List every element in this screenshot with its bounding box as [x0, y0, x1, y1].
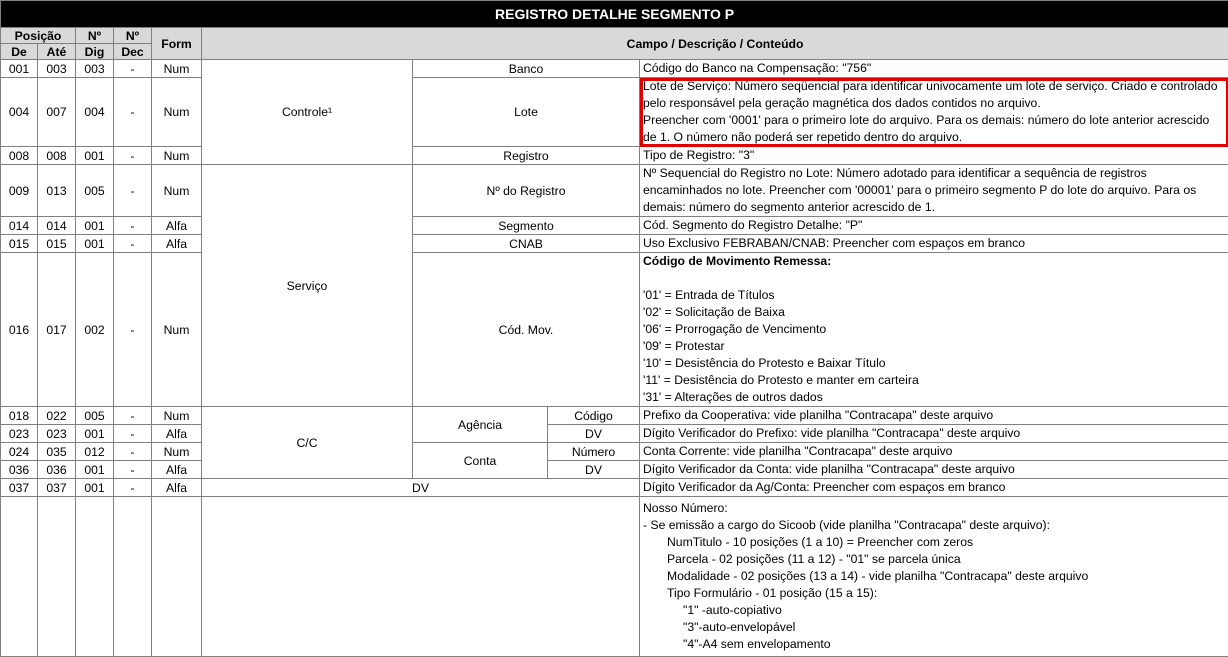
cell-dig: 001 — [76, 235, 114, 253]
cell-form: Num — [152, 253, 202, 407]
desc-line: "3"-auto-envelopável — [643, 619, 1226, 636]
cell-desc — [640, 497, 1228, 657]
cell-field: CNAB — [413, 235, 640, 253]
table-row — [1, 497, 1228, 657]
cell-form: Alfa — [152, 235, 202, 253]
cell-field: Agência — [413, 407, 548, 443]
desc-line: "1" -auto-copiativo — [643, 602, 1226, 619]
header-form: Form — [152, 28, 202, 60]
cell-form: Alfa — [152, 425, 202, 443]
cell-form: Alfa — [152, 217, 202, 235]
cell-desc: Tipo de Registro: "3" — [640, 147, 1228, 165]
cell-desc: Prefixo da Cooperativa: vide planilha "Contracapa" deste arquivo — [640, 407, 1228, 425]
cell-dig: 005 — [76, 407, 114, 425]
cell-ate: 003 — [38, 60, 76, 78]
cell-ate: 008 — [38, 147, 76, 165]
cell-desc: Dígito Verificador do Prefixo: vide planilha "Contracapa" deste arquivo — [640, 425, 1228, 443]
cell-field: DV — [202, 479, 640, 497]
cell-field: Cód. Mov. — [413, 253, 640, 407]
cell-dec: - — [114, 443, 152, 461]
table-title: REGISTRO DETALHE SEGMENTO P — [1, 1, 1228, 28]
cell-de: 009 — [1, 165, 38, 217]
table-row — [1, 147, 1228, 165]
header-n-dig: Nº — [76, 28, 114, 44]
cell-desc: Conta Corrente: vide planilha "Contracapa" deste arquivo — [640, 443, 1228, 461]
cell-de: 036 — [1, 461, 38, 479]
header-dig: Dig — [76, 44, 114, 60]
table-row — [1, 443, 1228, 461]
cell-dig: 012 — [76, 443, 114, 461]
cell-desc: Nº Sequencial do Registro no Lote: Número adotado para identificar a sequência de registros encaminhados no lote. Preencher com '00001' para o primeiro segmento P do lote do arquivo. Para os demais: número do segmento anterior acrescido de 1. — [640, 165, 1228, 217]
cell-dec: - — [114, 165, 152, 217]
cell-dec: - — [114, 407, 152, 425]
cell-desc — [640, 253, 1228, 407]
cell-form: Num — [152, 443, 202, 461]
cell-field: Banco — [413, 60, 640, 78]
table-row — [1, 60, 1228, 78]
table-row — [1, 479, 1228, 497]
cell-de: 037 — [1, 479, 38, 497]
desc-line: Nosso Número: — [643, 500, 1226, 517]
cell-de: 014 — [1, 217, 38, 235]
cell-dig: 001 — [76, 147, 114, 165]
group-cc: C/C — [202, 407, 413, 479]
cell-desc: Cód. Segmento do Registro Detalhe: "P" — [640, 217, 1228, 235]
cell-ate: 036 — [38, 461, 76, 479]
cell-ate: 023 — [38, 425, 76, 443]
highlighted-description — [640, 78, 1228, 147]
cell-dec: - — [114, 461, 152, 479]
desc-line: - Se emissão a cargo do Sicoob (vide planilha "Contracapa" deste arquivo): — [643, 517, 1226, 534]
desc-title: Código de Movimento Remessa: — [643, 253, 1226, 270]
desc-line: Modalidade - 02 posições (13 a 14) - vide planilha "Contracapa" deste arquivo — [643, 568, 1226, 585]
cell-dec: - — [114, 425, 152, 443]
cell-dig: 003 — [76, 60, 114, 78]
cell-ate: 013 — [38, 165, 76, 217]
cell-form: Num — [152, 147, 202, 165]
table-row — [1, 235, 1228, 253]
cell-form: Num — [152, 407, 202, 425]
movement-code: '31' = Alterações de outros dados — [643, 389, 1226, 406]
cell-de: 004 — [1, 78, 38, 147]
header-dec: Dec — [114, 44, 152, 60]
movement-code: '02' = Solicitação de Baixa — [643, 304, 1226, 321]
cell-de: 001 — [1, 60, 38, 78]
cell-de: 018 — [1, 407, 38, 425]
cell-ate: 007 — [38, 78, 76, 147]
cell-ate: 022 — [38, 407, 76, 425]
cell-dec: - — [114, 217, 152, 235]
group-controle: Controle¹ — [202, 60, 413, 165]
cell-dig: 001 — [76, 461, 114, 479]
movement-code: '06' = Prorrogação de Vencimento — [643, 321, 1226, 338]
header-campo: Campo / Descrição / Conteúdo — [202, 28, 1228, 60]
cell-dec: - — [114, 235, 152, 253]
table-row — [1, 425, 1228, 443]
cell-desc: Uso Exclusivo FEBRABAN/CNAB: Preencher com espaços em branco — [640, 235, 1228, 253]
cell-de: 023 — [1, 425, 38, 443]
cell-dec: - — [114, 253, 152, 407]
cell-desc: Código do Banco na Compensação: "756" — [640, 60, 1228, 78]
cell-form: Num — [152, 78, 202, 147]
cell-subfield: DV — [548, 461, 640, 479]
cell-dec: - — [114, 479, 152, 497]
cell-dig: 005 — [76, 165, 114, 217]
header-posicao: Posição — [1, 28, 76, 44]
cell-dig: 001 — [76, 425, 114, 443]
cell-field: Nº do Registro — [413, 165, 640, 217]
cell-de: 015 — [1, 235, 38, 253]
cell-dig: 002 — [76, 253, 114, 407]
cell-subfield: DV — [548, 425, 640, 443]
table-row — [1, 253, 1228, 407]
table-row — [1, 407, 1228, 425]
cell-subfield: Código — [548, 407, 640, 425]
movement-code: '09' = Protestar — [643, 338, 1226, 355]
movement-code: '01' = Entrada de Títulos — [643, 287, 1226, 304]
cell-ate: 017 — [38, 253, 76, 407]
cell-ate: 037 — [38, 479, 76, 497]
cell-form: Num — [152, 165, 202, 217]
cell-dig: 001 — [76, 479, 114, 497]
cell-dec: - — [114, 60, 152, 78]
group-servico: Serviço — [202, 165, 413, 407]
cell-de: 024 — [1, 443, 38, 461]
desc-line: NumTitulo - 10 posições (1 a 10) = Preencher com zeros — [643, 534, 1226, 551]
desc-line: Tipo Formulário - 01 posição (15 a 15): — [643, 585, 1226, 602]
header-n-dec: Nº — [114, 28, 152, 44]
cell-desc: Dígito Verificador da Conta: vide planilha "Contracapa" deste arquivo — [640, 461, 1228, 479]
cell-dec: - — [114, 147, 152, 165]
cell-de: 008 — [1, 147, 38, 165]
header-ate: Até — [38, 44, 76, 60]
cell-form: Alfa — [152, 479, 202, 497]
cell-form: Num — [152, 60, 202, 78]
cell-ate: 014 — [38, 217, 76, 235]
table-row — [1, 165, 1228, 217]
header-de: De — [1, 44, 38, 60]
cell-ate: 035 — [38, 443, 76, 461]
cell-dig: 001 — [76, 217, 114, 235]
movement-code: '10' = Desistência do Protesto e Baixar Título — [643, 355, 1226, 372]
table-row — [1, 461, 1228, 479]
table-row — [1, 78, 1228, 147]
cell-field: Conta — [413, 443, 548, 479]
desc-line: "4"-A4 sem envelopamento — [643, 636, 1226, 653]
desc-line: Parcela - 02 posições (11 a 12) - "01" se parcela única — [643, 551, 1226, 568]
table-row — [1, 217, 1228, 235]
cell-dig: 004 — [76, 78, 114, 147]
movement-code: '11' = Desistência do Protesto e manter em carteira — [643, 372, 1226, 389]
cell-field: Registro — [413, 147, 640, 165]
desc-line: Lote de Serviço: Número seqüencial para identificar univocamente um lote de serviço. Criado e controlado pelo responsável pela geração magnética dos dados contidos no arquivo. — [643, 78, 1226, 112]
cell-field: Segmento — [413, 217, 640, 235]
cell-dec: - — [114, 78, 152, 147]
cell-subfield: Número — [548, 443, 640, 461]
cell-de: 016 — [1, 253, 38, 407]
desc-line: Preencher com '0001' para o primeiro lote do arquivo. Para os demais: número do lote anterior acrescido de 1. O número não poderá ser repetido dentro do arquivo. — [643, 112, 1226, 146]
cell-field: Lote — [413, 78, 640, 147]
cell-form: Alfa — [152, 461, 202, 479]
cell-desc: Dígito Verificador da Ag/Conta: Preencher com espaços em branco — [640, 479, 1228, 497]
cell-ate: 015 — [38, 235, 76, 253]
